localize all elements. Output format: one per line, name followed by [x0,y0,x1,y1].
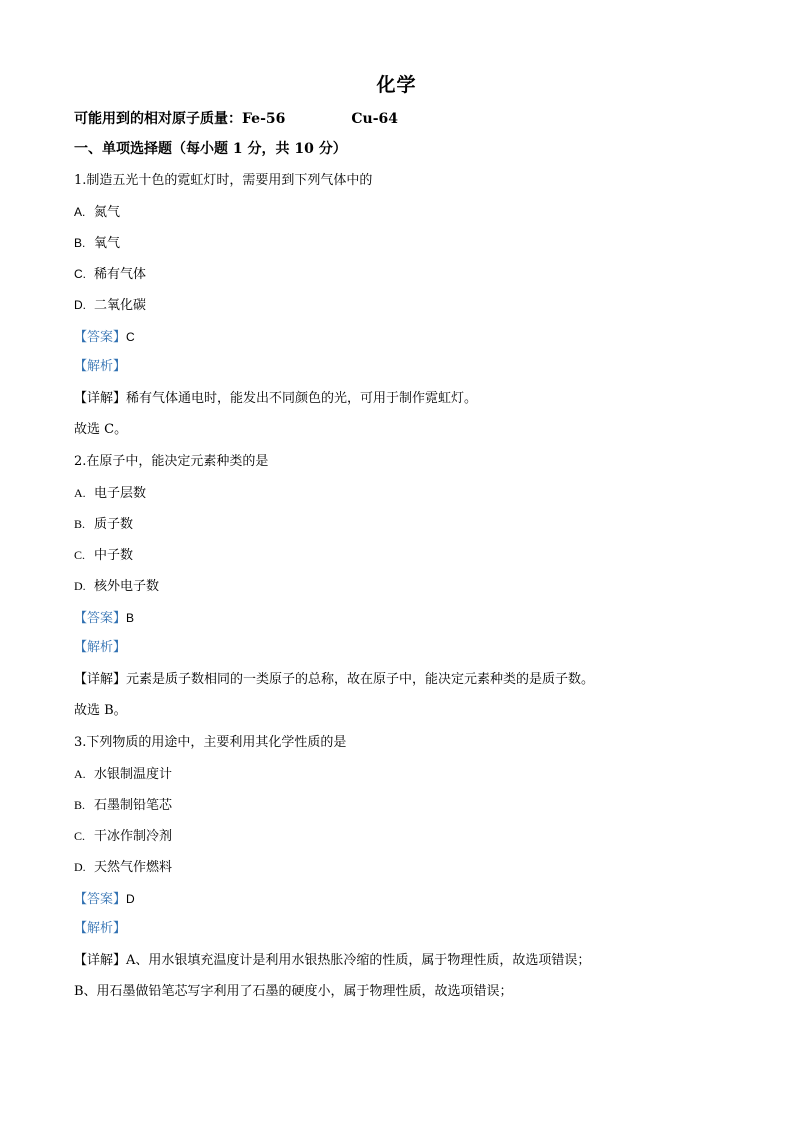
option-text: 石墨制铅笔芯 [94,798,173,813]
atomic-mass-cu: Cu-64 [351,111,398,127]
option-text: 天然气作燃料 [94,860,173,875]
page-title: 化学 [376,74,417,96]
question-1-option-d [74,296,146,315]
question-3-option-d [74,858,172,877]
answer-tag: 【答案】 [74,330,127,345]
answer-tag: 【答案】 [74,611,127,626]
option-letter: C. [74,548,86,562]
option-letter: C. [74,829,86,843]
option-letter: A. [74,767,86,781]
question-2-answer [74,609,134,628]
atomic-mass-line [74,110,398,128]
option-text: 氮气 [94,205,121,220]
question-1-option-c [74,265,146,284]
detail-text: 稀有气体通电时，能发出不同颜色的光，可用于制作霓虹灯。 [126,391,478,406]
detail-text: A、用水银填充温度计是利用水银热胀冷缩的性质，属于物理性质，故选项错误； [126,953,591,968]
option-text: 稀有气体 [94,267,147,282]
detail-tag: 【详解】 [74,672,127,687]
option-letter: D. [74,298,86,312]
option-letter: B. [74,236,86,250]
question-3-stem: 3.下列物质的用途中，主要利用其化学性质的是 [74,735,347,750]
question-1-option-b [74,234,120,253]
answer-value: B [126,611,135,625]
question-3-detail [74,952,590,970]
question-3-analysis-tag: 【解析】 [74,921,127,936]
option-text: 干冰作制冷剂 [94,829,173,844]
question-2-option-c [74,546,133,565]
option-letter: B. [74,517,86,531]
option-letter: B. [74,798,86,812]
question-1-detail [74,390,477,408]
answer-value: D [126,892,135,906]
question-3-option-a [74,765,172,784]
question-3-option-c [74,827,172,846]
question-1-answer [74,328,135,347]
answer-value: C [126,330,135,344]
detail-text: 元素是质子数相同的一类原子的总称，故在原子中，能决定元素种类的是质子数。 [126,672,595,687]
option-letter: D. [74,579,86,593]
option-letter: A. [74,205,86,219]
question-2-option-b [74,515,133,534]
option-text: 中子数 [94,548,134,563]
question-1-option-a [74,203,120,222]
option-text: 电子层数 [94,486,147,501]
question-3-detail-2: B、用石墨做铅笔芯写字利用了石墨的硬度小，属于物理性质，故选项错误； [74,984,513,999]
section-heading: 一、单项选择题（每小题 1 分，共 10 分） [74,141,347,157]
detail-tag: 【详解】 [74,953,127,968]
option-text: 质子数 [94,517,134,532]
question-1-conclusion: 故选 C。 [74,422,128,437]
option-text: 核外电子数 [94,579,160,594]
question-1-stem: 1.制造五光十色的霓虹灯时，需要用到下列气体中的 [74,173,373,188]
option-letter: C. [74,267,86,281]
question-2-option-d [74,577,159,596]
atomic-mass-label: 可能用到的相对原子质量：Fe-56 [74,111,286,127]
option-text: 二氧化碳 [94,298,147,313]
option-text: 氧气 [94,236,121,251]
answer-tag: 【答案】 [74,892,127,907]
question-2-stem: 2.在原子中，能决定元素种类的是 [74,454,269,469]
question-2-option-a [74,484,146,503]
option-letter: A. [74,486,86,500]
question-2-conclusion: 故选 B。 [74,703,127,718]
detail-tag: 【详解】 [74,391,127,406]
question-1-analysis-tag: 【解析】 [74,359,127,374]
question-3-answer [74,890,135,909]
option-text: 水银制温度计 [94,767,173,782]
question-2-detail [74,671,594,689]
question-3-option-b [74,796,172,815]
question-2-analysis-tag: 【解析】 [74,640,127,655]
option-letter: D. [74,860,86,874]
